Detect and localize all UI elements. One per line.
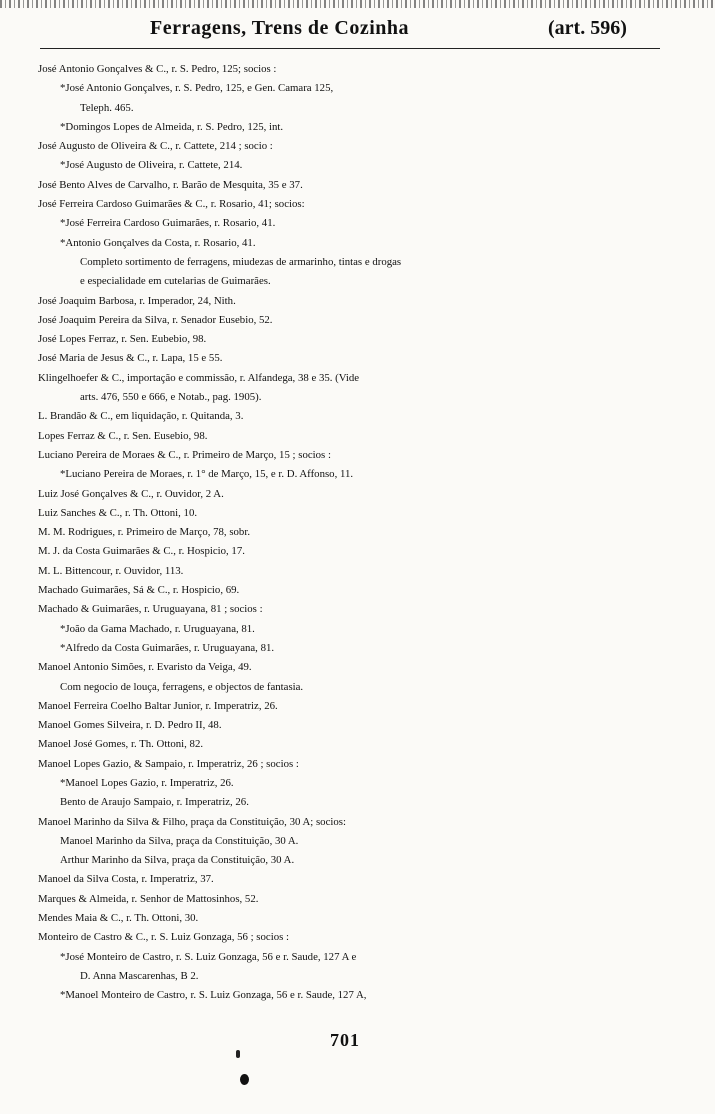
page-number: 701	[330, 1030, 360, 1050]
directory-entry: Lopes Ferraz & C., r. Sen. Eusebio, 98.	[38, 429, 208, 442]
page-top-edge	[0, 0, 715, 8]
directory-entry: Klingelhoefer & C., importação e commissão, r. Alfandega, 38 e 35. (Vide	[38, 371, 360, 384]
partner-line: *José Antonio Gonçalves, r. S. Pedro, 125, e Gen. Camara 125,	[60, 82, 334, 95]
header-rule	[40, 48, 660, 49]
directory-entry: Luiz José Gonçalves & C., r. Ouvidor, 2 A.	[38, 487, 224, 500]
partner-line: *José Augusto de Oliveira, r. Cattete, 214.	[60, 159, 243, 172]
directory-entry: M. M. Rodrigues, r. Primeiro de Março, 78, sobr.	[38, 526, 251, 539]
directory-entry: Manoel da Silva Costa, r. Imperatriz, 37.	[38, 873, 214, 886]
directory-entry: Monteiro de Castro & C., r. S. Luiz Gonzaga, 56 ; socios :	[38, 931, 289, 944]
partner-line: Bento de Araujo Sampaio, r. Imperatriz, 26.	[60, 796, 249, 809]
partner-line: *José Ferreira Cardoso Guimarães, r. Rosario, 41.	[60, 217, 276, 230]
directory-entry: José Antonio Gonçalves & C., r. S. Pedro, 125; socios :	[38, 63, 277, 75]
partner-line: Arthur Marinho da Silva, praça da Constituição, 30 A.	[60, 854, 295, 867]
directory-entry: José Bento Alves de Carvalho, r. Barão de Mesquita, 35 e 37.	[38, 178, 303, 191]
directory-entry: Marques & Almeida, r. Senhor de Mattosinhos, 52.	[38, 892, 259, 905]
directory-entry: Manoel Gomes Silveira, r. D. Pedro II, 48.	[38, 719, 222, 732]
partner-line: *Antonio Gonçalves da Costa, r. Rosario, 41.	[60, 236, 256, 249]
page-footer	[0, 1030, 715, 1110]
directory-entry: Manoel Lopes Gazio, & Sampaio, r. Imperatriz, 26 ; socios :	[38, 757, 299, 770]
directory-entry: Machado Guimarães, Sá & C., r. Hospicio, 69.	[38, 584, 240, 597]
directory-entry: José Augusto de Oliveira & C., r. Cattete, 214 ; socio :	[38, 140, 273, 153]
directory-entry: Machado & Guimarães, r. Uruguayana, 81 ; socios :	[38, 603, 263, 616]
partner-line: *Luciano Pereira de Moraes, r. 1° de Março, 15, e r. D. Affonso, 11.	[60, 468, 354, 481]
running-title: Ferragens, Trens de Cozinha	[150, 17, 410, 39]
directory-entry: José Joaquim Pereira da Silva, r. Senador Eusebio, 52.	[38, 313, 273, 326]
partner-line: *Alfredo da Costa Guimarães, r. Uruguayana, 81.	[60, 641, 275, 654]
page-header	[0, 14, 715, 46]
partner-line: Com negocio de louça, ferragens, e objectos de fantasia.	[60, 680, 304, 693]
directory-entry: Manoel Ferreira Coelho Baltar Junior, r. Imperatriz, 26.	[38, 699, 278, 712]
partner-line: *Manoel Monteiro de Castro, r. S. Luiz Gonzaga, 56 e r. Saude, 127 A,	[60, 989, 367, 1002]
directory-entry: M. J. da Costa Guimarães & C., r. Hospicio, 17.	[38, 545, 245, 558]
article-reference: (art. 596)	[548, 17, 627, 39]
partner-line: *José Monteiro de Castro, r. S. Luiz Gonzaga, 56 e r. Saude, 127 A e	[60, 950, 357, 963]
directory-entry: José Maria de Jesus & C., r. Lapa, 15 e 55.	[38, 352, 223, 365]
partner-line: *João da Gama Machado, r. Uruguayana, 81.	[60, 622, 255, 635]
directory-entry: José Lopes Ferraz, r. Sen. Eubebio, 98.	[38, 333, 207, 346]
continuation-line: Teleph. 465.	[80, 101, 134, 114]
directory-entry: L. Brandão & C., em liquidação, r. Quitanda, 3.	[38, 410, 244, 423]
directory-entries	[0, 60, 715, 1006]
directory-entry: Luciano Pereira de Moraes & C., r. Primeiro de Março, 15 ; socios :	[38, 448, 331, 461]
directory-entry: Luiz Sanches & C., r. Th. Ottoni, 10.	[38, 506, 198, 519]
directory-entry: Manoel Antonio Simões, r. Evaristo da Veiga, 49.	[38, 661, 252, 674]
directory-entry: José Ferreira Cardoso Guimarães & C., r. Rosario, 41; socios:	[38, 198, 305, 211]
ink-mark	[240, 1074, 249, 1085]
directory-entry: José Joaquim Barbosa, r. Imperador, 24, Nith.	[38, 294, 236, 307]
directory-entry: Manoel Marinho da Silva & Filho, praça da Constituição, 30 A; socios:	[38, 815, 346, 828]
directory-entry: M. L. Bittencour, r. Ouvidor, 113.	[38, 564, 184, 577]
partner-line: Manoel Marinho da Silva, praça da Constituição, 30 A.	[60, 834, 299, 847]
continuation-line: Completo sortimento de ferragens, miudezas de armarinho, tintas e drogas	[80, 255, 402, 268]
continuation-line: D. Anna Mascarenhas, B 2.	[80, 969, 199, 982]
continuation-line: e especialidade em cutelarias de Guimarães.	[80, 275, 271, 288]
continuation-line: arts. 476, 550 e 666, e Notab., pag. 1905).	[80, 391, 262, 404]
ink-mark	[236, 1050, 240, 1058]
directory-entry: Manoel José Gomes, r. Th. Ottoni, 82.	[38, 738, 204, 751]
partner-line: *Manoel Lopes Gazio, r. Imperatriz, 26.	[60, 776, 234, 789]
partner-line: *Domingos Lopes de Almeida, r. S. Pedro, 125, int.	[60, 120, 284, 133]
directory-entry: Mendes Maia & C., r. Th. Ottoni, 30.	[38, 912, 199, 925]
